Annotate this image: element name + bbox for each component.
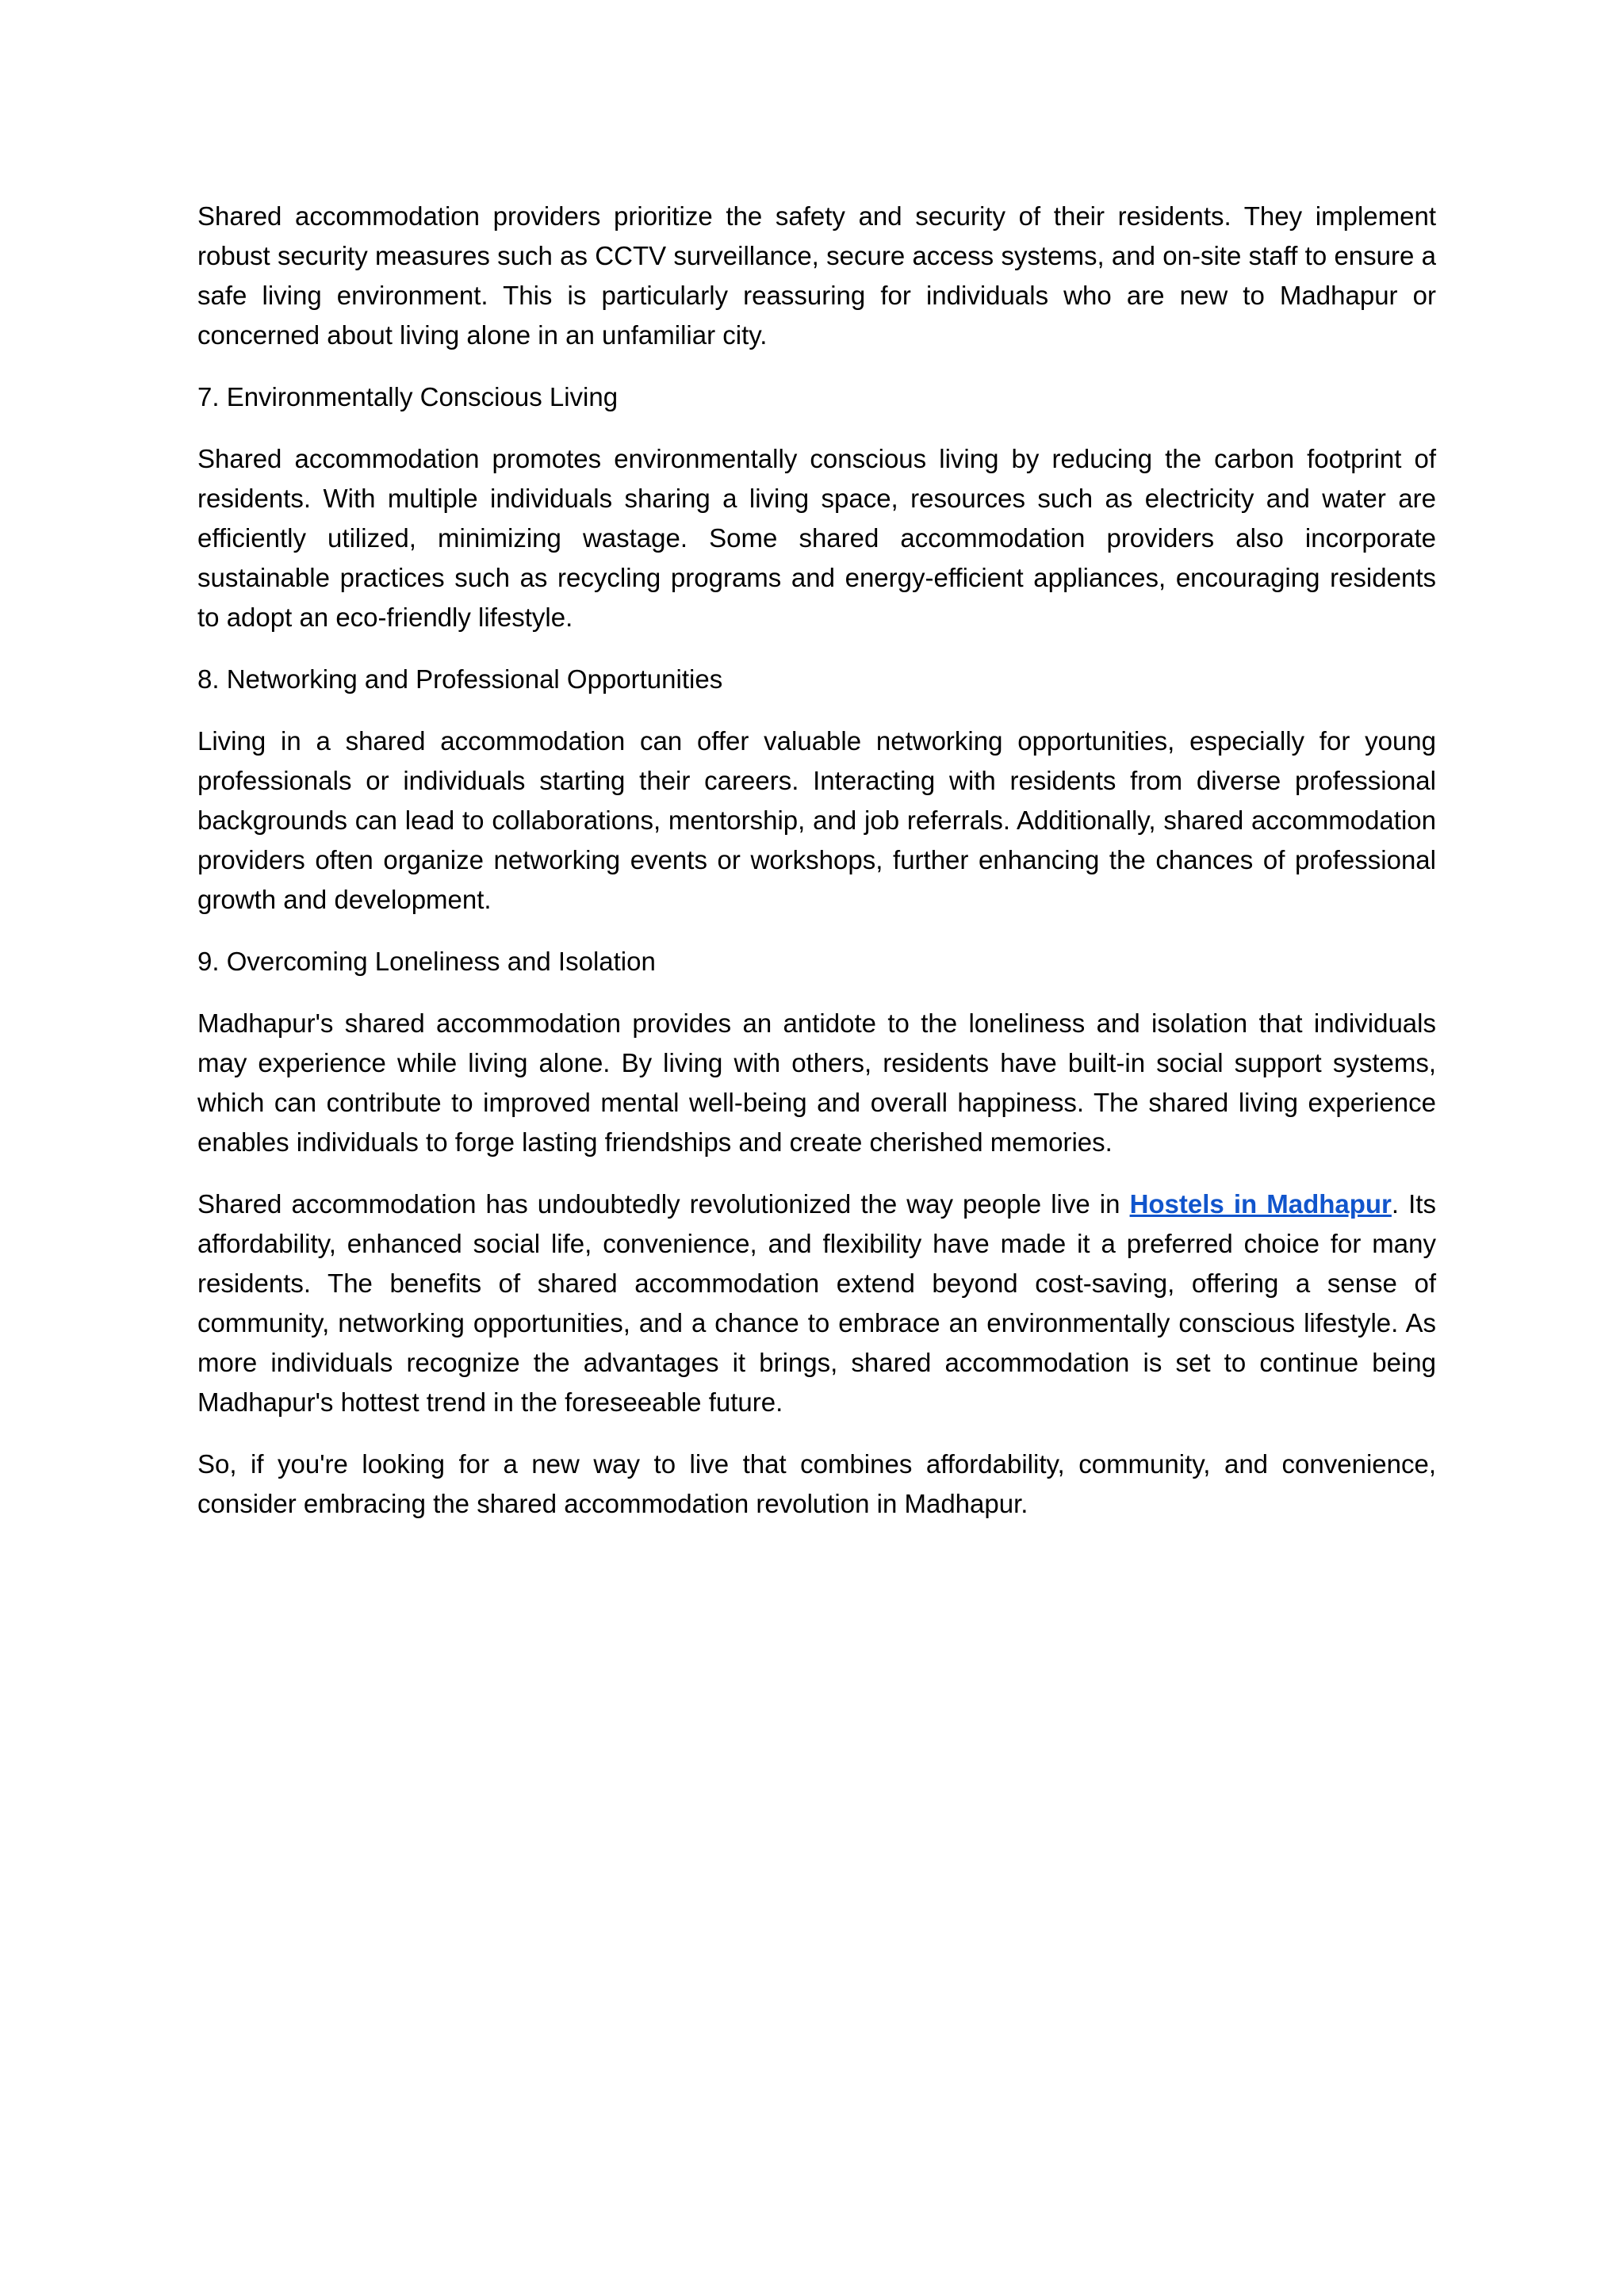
conclusion-paragraph bbox=[197, 1184, 1436, 1422]
conclusion-text-after-link: . Its affordability, enhanced social life, convenience, and flexibility have made it a preferred choice for many residents. The benefits of shared accommodation extend beyond cost-saving, offering a sense of community, networking opportunities, and a chance to embrace an environmentally conscious lifestyle. As more individuals recognize the advantages it brings, shared accommodation is set to continue being Madhapur's hottest trend in the foreseeable future. bbox=[197, 1189, 1436, 1417]
conclusion-text-before-link: Shared accommodation has undoubtedly revolutionized the way people live in bbox=[197, 1189, 1130, 1219]
security-paragraph: Shared accommodation providers prioritize the safety and security of their residents. They implement robust security measures such as CCTV surveillance, secure access systems, and on-site staff to ensure a safe living environment. This is particularly reassuring for individuals who are new to Madhapur or concerned about living alone in an unfamiliar city. bbox=[197, 201, 1436, 350]
hostels-in-madhapur-link[interactable]: Hostels in Madhapur bbox=[1129, 1189, 1392, 1219]
heading-networking-opportunities: 8. Networking and Professional Opportunities bbox=[197, 664, 723, 694]
document-page bbox=[197, 197, 1436, 1546]
closing-paragraph: So, if you're looking for a new way to live that combines affordability, community, and convenience, consider embracing the shared accommodation revolution in Madhapur. bbox=[197, 1449, 1436, 1518]
heading-overcoming-loneliness: 9. Overcoming Loneliness and Isolation bbox=[197, 947, 656, 976]
environment-paragraph: Shared accommodation promotes environmentally conscious living by reducing the carbon footprint of residents. With multiple individuals sharing a living space, resources such as electricity and water are efficiently utilized, minimizing wastage. Some shared accommodation providers also incorporate sustainable practices such as recycling programs and energy-efficient appliances, encouraging residents to adopt an eco-friendly lifestyle. bbox=[197, 444, 1436, 632]
loneliness-paragraph: Madhapur's shared accommodation provides an antidote to the loneliness and isolation that individuals may experience while living alone. By living with others, residents have built-in social support systems, which can contribute to improved mental well-being and overall happiness. The shared living experience enables individuals to forge lasting friendships and create cherished memories. bbox=[197, 1008, 1436, 1157]
heading-environmentally-conscious-living: 7. Environmentally Conscious Living bbox=[197, 382, 619, 411]
networking-paragraph: Living in a shared accommodation can offer valuable networking opportunities, especially for young professionals or individuals starting their careers. Interacting with residents from diverse professional backgrounds can lead to collaborations, mentorship, and job referrals. Additionally, shared accommodation providers often organize networking events or workshops, further enhancing the chances of professional growth and development. bbox=[197, 726, 1436, 914]
